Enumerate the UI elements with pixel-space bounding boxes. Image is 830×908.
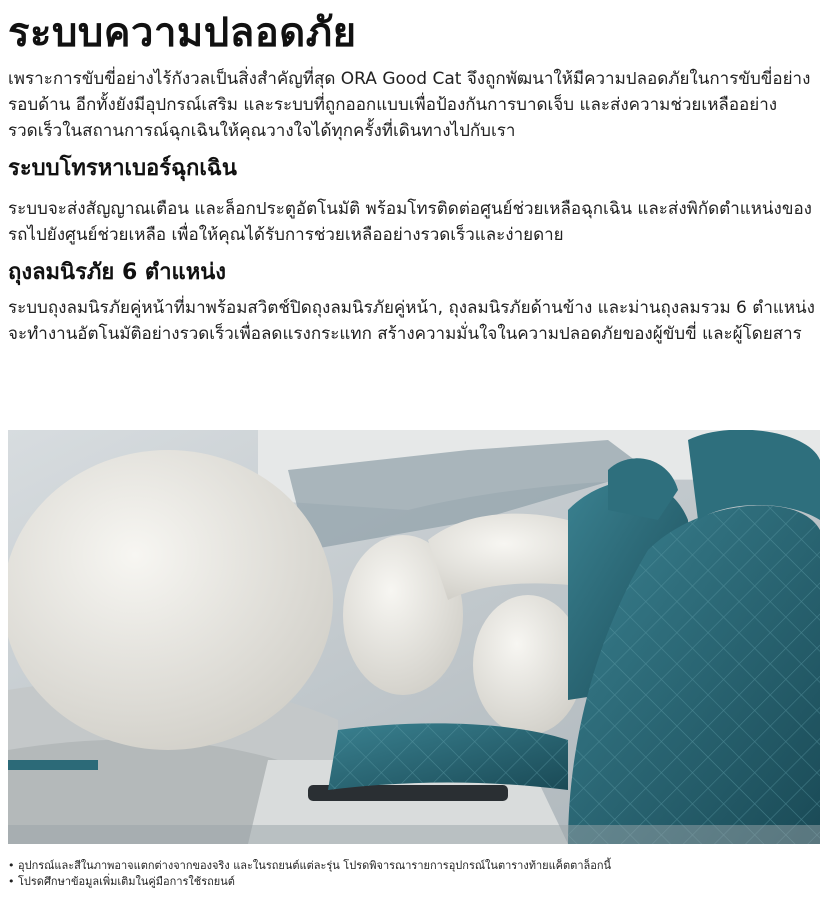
footnotes <box>8 858 822 890</box>
section-body-emergency-call: ระบบจะส่งสัญญาณเตือน และล็อกประตูอัตโนมัติ พร้อมโทรติดต่อศูนย์ช่วยเหลือฉุกเฉิน และส่งพิกัดตำแหน่งของรถไปยังศูนย์ช่วยเหลือ เพื่อให้คุณได้รับการช่วยเหลืออย่างรวดเร็วและง่ายดาย <box>8 199 812 245</box>
section-heading-airbags: ถุงลมนิรภัย 6 ตำแหน่ง <box>8 260 227 285</box>
side-airbag <box>473 595 583 735</box>
footnote: • โปรดศึกษาข้อมูลเพิ่มเติมในคู่มือการใช้รถยนต์ <box>8 874 822 890</box>
section-heading-emergency-call: ระบบโทรหาเบอร์ฉุกเฉิน <box>8 156 237 181</box>
driver-airbag <box>8 450 333 750</box>
intro-paragraph: เพราะการขับขี่อย่างไร้กังวลเป็นสิ่งสำคัญที่สุด ORA Good Cat จึงถูกพัฒนาให้มีความปลอดภัยในการขับขี่อย่างรอบด้าน อีกทั้งยังมีอุปกรณ์เสริม และระบบที่ถูกออกแบบเพื่อป้องกันการบาดเจ็บ และส่งความช่วยเหลืออย่างรวดเร็วในสถานการณ์ฉุกเฉินให้คุณวางใจได้ทุกครั้งที่เดินทางไปกับเรา <box>8 69 811 141</box>
page-title: ระบบความปลอดภัย <box>8 10 357 56</box>
airbag-interior-photo <box>8 430 820 844</box>
section-body-airbags: ระบบถุงลมนิรภัยคู่หน้าที่มาพร้อมสวิตช์ปิดถุงลมนิรภัยคู่หน้า, ถุงลมนิรภัยด้านข้าง และม่านถุงลมรวม 6 ตำแหน่ง จะทำงานอัตโนมัติอย่างรวดเร็วเพื่อลดแรงกระแทก สร้างความมั่นใจในความปลอดภัยของผู้ขับขี่ และผู้โดยสาร <box>8 298 815 344</box>
footnote: • อุปกรณ์และสีในภาพอาจแตกต่างจากของจริง และในรถยนต์แต่ละรุ่น โปรดพิจารณารายการอุปกรณ์ในตารางท้ายแค็ตตาล็อกนี้ <box>8 858 822 874</box>
